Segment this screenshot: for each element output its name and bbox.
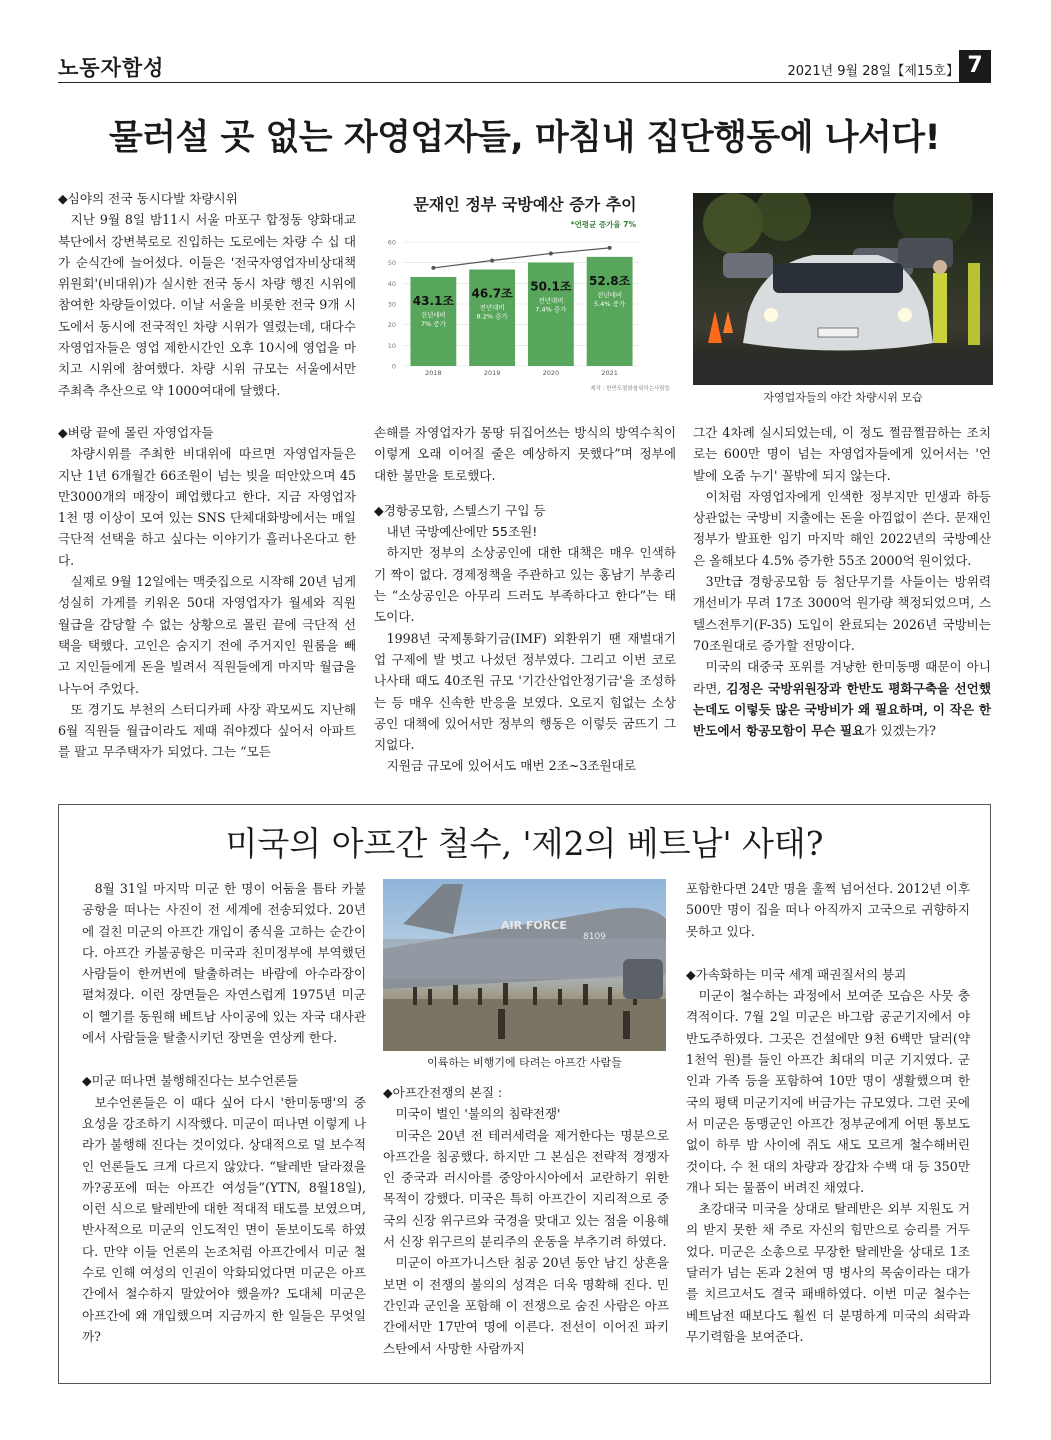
afghan-airplane-photo <box>383 879 666 1051</box>
chart-y-ticks <box>388 239 396 371</box>
article1-column-3 <box>693 422 991 741</box>
trend-point <box>549 251 553 255</box>
bar-growth-label: 전년대비 <box>420 310 446 319</box>
chart-trend-points <box>431 246 611 270</box>
headline: 물러설 곳 없는 자영업자들, 마침내 집단행동에 나서다! <box>108 118 941 158</box>
bar-value-label: 52.8조 <box>589 273 631 288</box>
paragraph: 손해를 자영업자가 몽땅 뒤집어쓰는 방식의 방역수칙이 이렇게 오래 이어질 줄은 예상하지 못했다”며 정부에 대한 불만을 토로했다. <box>374 425 676 483</box>
trend-point <box>431 266 435 270</box>
page-number: 7 <box>959 50 991 82</box>
bar-growth-value: 5.4% 증가 <box>594 299 626 308</box>
x-tick-label: 2018 <box>425 369 442 377</box>
photo2-caption: 이륙하는 비행기에 타려는 아프간 사람들 <box>427 1056 622 1069</box>
bar-growth-label: 전년대비 <box>538 296 564 305</box>
bar-value-label: 50.1조 <box>530 279 572 294</box>
subheading-line-2: 미국이 벌인 '불의의 침략전쟁' <box>395 1106 561 1122</box>
y-tick-label: 50 <box>387 259 396 268</box>
subheading: ◆아프간전쟁의 본질 : <box>383 1085 503 1100</box>
paragraph: 차량시위를 주최한 비대위에 따르면 자영업자들은 지난 1년 6개월간 66조원이 넘는 빚을 떠안았으며 45만3000개의 매장이 폐업했다고 한다. 지금 자영업자 1천 명 이상이 모여 있는 SNS 단체대화방에서는 매일 극단적 선택을 하고 싶다는 이야기가 흘러나온다고 한다. <box>58 446 356 568</box>
paragraph: 포함한다면 24만 명을 훌쩍 넘어선다. 2012년 이후 500만 명이 집을 떠나 아직까지 고국으로 귀향하지 못하고 있다. <box>686 881 970 939</box>
y-tick-label: 30 <box>387 300 396 309</box>
paragraph: 그간 4차례 실시되었는데, 이 정도 쩔끔쩔끔하는 조치로는 600만 명이 넘는 자영업자들에게 있어서는 '언 발에 오줌 누기' 꼴밖에 되지 않는다. <box>693 425 991 483</box>
subheading: ◆미군 떠나면 불행해진다는 보수언론들 <box>82 1073 299 1089</box>
subheading: ◆가속화하는 미국 세계 패권질서의 붕괴 <box>686 966 907 982</box>
paragraph: 지난 9월 8일 밤11시 서울 마포구 합정동 양화대교 북단에서 강변북로로 진입하는 도로에는 차량 수 십 대가 순식간에 늘어섰다. 이들은 '전국자영업자비상대책위원회'(비대위)가 실시한 전국 동시 차량 행진 시위에 참여한 차량들이었다. 이날 서울을 비롯한 전국 9개 시도에서 동시에 전국적인 차량 시위가 열렸는데, 대다수 자영업자들은 영업 제한시간인 오후 10시에 영업을 마치고 시위에 참여했다. 차량 시위 규모는 서울에서만 주최측 추산으로 약 1000여대에 달했다. <box>58 212 356 398</box>
paragraph <box>693 656 991 741</box>
paragraph: 미국은 20년 전 테러세력을 제거한다는 명분으로 아프간을 침공했다. 하지만 그 본심은 전략적 경쟁자인 중국과 러시아를 중앙아시아에서 교란하기 위한 목적이 강했다. 미국은 특히 아프간이 지리적으로 중국의 신장 위구르와 국경을 맞대고 있는 점을 이용해서 신장 위구르의 분리주의 운동을 부추기려 하였다. <box>383 1127 669 1250</box>
bar-growth-value: 7% 증가 <box>420 319 446 328</box>
chart-source: 제작 : 한반도평화를위하는사람들 <box>590 386 670 392</box>
paragraph-text: 미국의 대중국 포위를 겨냥한 한미동맹 때문이 아니라면, <box>693 659 991 696</box>
plane-text: AIR FORCE <box>501 919 567 932</box>
article2-column-3 <box>686 878 970 1347</box>
x-tick-label: 2019 <box>483 369 501 377</box>
photo-illustration <box>383 879 666 1051</box>
tail-number: 8109 <box>583 932 606 942</box>
x-tick-label: 2021 <box>601 369 618 377</box>
paragraph-end: 가 있겠는가? <box>864 723 936 739</box>
paragraph: 실제로 9월 12일에는 맥줏집으로 시작해 20년 넘게 성실히 가게를 키워온 50대 자영업자가 월세와 직원 월급을 감당할 수 없는 상황으로 몰린 끝에 극단적 선택을 택했다. 고인은 숨지기 전에 주거지인 원룸을 빼고 지인들에게 돈을 빌려서 직원들에게 마지막 월급을 나누어 주었다. <box>58 574 356 696</box>
trend-point <box>608 246 612 250</box>
y-tick-label: 60 <box>387 238 396 247</box>
paragraph: 미군이 아프가니스탄 침공 20년 동안 남긴 상흔을 보면 이 전쟁의 불의의 성격은 더욱 명확해 진다. 민간인과 군인을 포함해 이 전쟁으로 숨진 사람은 아프간에서만 17만여 명에 이른다. 전선이 이어진 파키스탄에서 사망한 사람까지 <box>383 1255 669 1356</box>
paragraph: 미군이 철수하는 과정에서 보여준 모습은 사뭇 충격적이다. 7월 2일 미군은 바그람 공군기지에서 야반도주하였다. 그곳은 건설에만 9천 6백만 달러(약 1천억 원)를 들인 아프간 최대의 미군 기지였다. 군인과 가족 등을 포함하여 10만 명이 생활했으며 한국의 평택 미군기지에 버금가는 규모였다. 그런 곳에서 미군은 동맹군인 아프간 정부군에게 어떤 통보도 없이 하루 밤 사이에 쥐도 새도 모르게 철수해버린 것이다. 수 천 대의 차량과 장갑차 수백 대 등 350만 개나 되는 물품이 버려진 채였다. <box>686 988 970 1195</box>
chart-trend-line <box>433 248 609 268</box>
article2-column-1 <box>82 878 366 1347</box>
bar-growth-value: 8.2% 증가 <box>476 312 508 321</box>
chart-svg <box>374 190 676 396</box>
paragraph: 또 경기도 부천의 스터디카페 사장 곽모씨도 지난해 6월 직원들 월급이라도 제때 줘야겠다 싶어서 아파트를 팔고 무주택자가 되었다. 그는 “모든 <box>58 701 356 760</box>
y-tick-label: 10 <box>387 341 396 350</box>
article1-column-1 <box>58 188 356 763</box>
y-tick-label: 20 <box>387 321 396 330</box>
subheading: ◆경항공모함, 스텔스기 구입 등 <box>374 502 546 518</box>
subheading: ◆심야의 전국 동시다발 차량시위 <box>58 191 238 206</box>
chart-x-labels <box>425 369 618 377</box>
paragraph: 1998년 국제통화기금(IMF) 외환위기 땐 재벌대기업 구제에 발 벗고 나섰던 정부였다. 그리고 이번 코로나사태 때도 40조원 규모 '기간산업안정기금'을 조성하는 등 매우 신속한 반응을 보였다. 오로지 힘없는 소상공인 대책에 있어서만 정부의 행동은 이렇듯 굼뜨기 그지없다. <box>374 630 676 753</box>
trend-point <box>490 258 494 262</box>
paragraph: 보수언론들은 이 때다 싶어 다시 '한미동맹'의 중요성을 강조하기 시작했다. 미군이 떠나면 이렇게 나라가 불행해 진다는 것이었다. 상대적으로 덜 보수적인 언론들도 크게 다르지 않았다. “탈레반 달라졌을까?공포에 떠는 아프간 여성들”(YTN, 8월18일), 이런 식으로 탈레반에 대한 적대적 태도를 보였으며, 반사적으로 미군의 인도적인 면이 돋보이도록 하였다. 만약 이들 언론의 논조처럼 아프간에서 미군 철수로 인해 여성의 인권이 악화되었다면 미군은 아프간에서 철수하지 말았어야 했을까? 도대체 미군은 아프간에 왜 개입했으며 지금까지 한 일들은 무엇일까? <box>82 1094 366 1344</box>
header-rule <box>58 82 991 83</box>
x-tick-label: 2020 <box>542 369 560 377</box>
y-tick-label: 0 <box>391 362 396 371</box>
paragraph: 8월 31일 마지막 미군 한 명이 어둠을 틈타 카불 공항을 떠나는 사진이 전 세계에 전송되었다. 20년에 걸친 미군의 아프간 개입이 종식을 고하는 순간이다. 아프간 카불공항은 미국과 친미정부에 부역했던 사람들이 한꺼번에 탈출하려는 바람에 아수라장이 펼쳐졌다. 이런 장면들은 자연스럽게 1975년 미군이 헬기를 동원해 베트남 사이공에 있는 자국 대사관에서 사람들을 탈출시키던 장면을 연상케 한다. <box>82 881 366 1046</box>
bold-text: 김정은 국방위원장과 한반도 평화구축을 선언했는데도 이렇듯 많은 국방비가 왜 필요하며, 이 작은 한반도에서 항공모함이 무슨 필요 <box>693 680 991 739</box>
defense-budget-chart <box>374 190 676 396</box>
chart-note: *연평균 증가율 7% <box>570 220 636 229</box>
bar-growth-label: 전년대비 <box>597 290 623 299</box>
paragraph: 하지만 정부의 소상공인에 대한 대책은 매우 인색하기 짝이 없다. 경제정책을 주관하고 있는 홍남기 부총리는 “소상공인은 아무리 드러도 부족하다고 한다”는 태도이다. <box>374 545 676 625</box>
article2-column-2 <box>383 1082 669 1359</box>
paragraph: 3만t급 경항공모함 등 첨단무기를 사들이는 방위력개선비가 무려 17조 3000억 원가량 책정되었으며, 스텔스전투기(F-35) 도입이 완료되는 2026년 국방비는 70조원대로 증가할 전망이다. <box>693 574 991 653</box>
article1-column-2 <box>374 422 676 777</box>
night-protest-photo <box>693 193 993 385</box>
photo1-caption: 자영업자들의 야간 차량시위 모습 <box>763 391 923 404</box>
y-tick-label: 40 <box>387 279 396 288</box>
bar-value-label: 46.7조 <box>471 286 513 301</box>
bar-growth-label: 전년대비 <box>479 303 505 312</box>
chart-title: 문재인 정부 국방예산 증가 추이 <box>413 195 637 214</box>
subheading-line-2: 내년 국방예산에만 55조원! <box>386 524 538 540</box>
issue-date: 2021년 9월 28일【제15호】 <box>787 64 959 79</box>
bar-growth-value: 7.4% 증가 <box>535 305 567 314</box>
photo-illustration <box>693 193 993 385</box>
paragraph: 이처럼 자영업자에게 인색한 정부지만 민생과 하등 상관없는 국방비 지출에는 돈을 아낌없이 쓴다. 문재인 정부가 발표한 임기 마지막 해인 2022년의 국방예산은 올해보다 4.5% 증가한 55조 2000억 원이었다. <box>693 488 991 568</box>
bar <box>528 262 574 366</box>
article2-title: 미국의 아프간 철수, '제2의 베트남' 사태? <box>225 824 824 863</box>
paragraph: 초강대국 미국을 상대로 탈레반은 외부 지원도 거의 받지 못한 채 주로 자신의 힘만으로 승리를 거두었다. 미군은 소총으로 무장한 탈레반을 상대로 1조 달러가 넘는 돈과 2천여 명 병사의 목숨이라는 대가를 치르고서도 결국 패배하였다. 이번 미군 철수는 베트남전 때보다도 훨씬 더 분명하게 미국의 쇠락과 무기력함을 보여준다. <box>686 1201 970 1344</box>
bar-value-label: 43.1조 <box>412 293 454 308</box>
paragraph: 지원금 규모에 있어서도 매번 2조~3조원대로 <box>386 758 636 774</box>
subheading: ◆벼랑 끝에 몰린 자영업자들 <box>58 424 214 440</box>
masthead: 노동자함성 <box>58 56 165 80</box>
